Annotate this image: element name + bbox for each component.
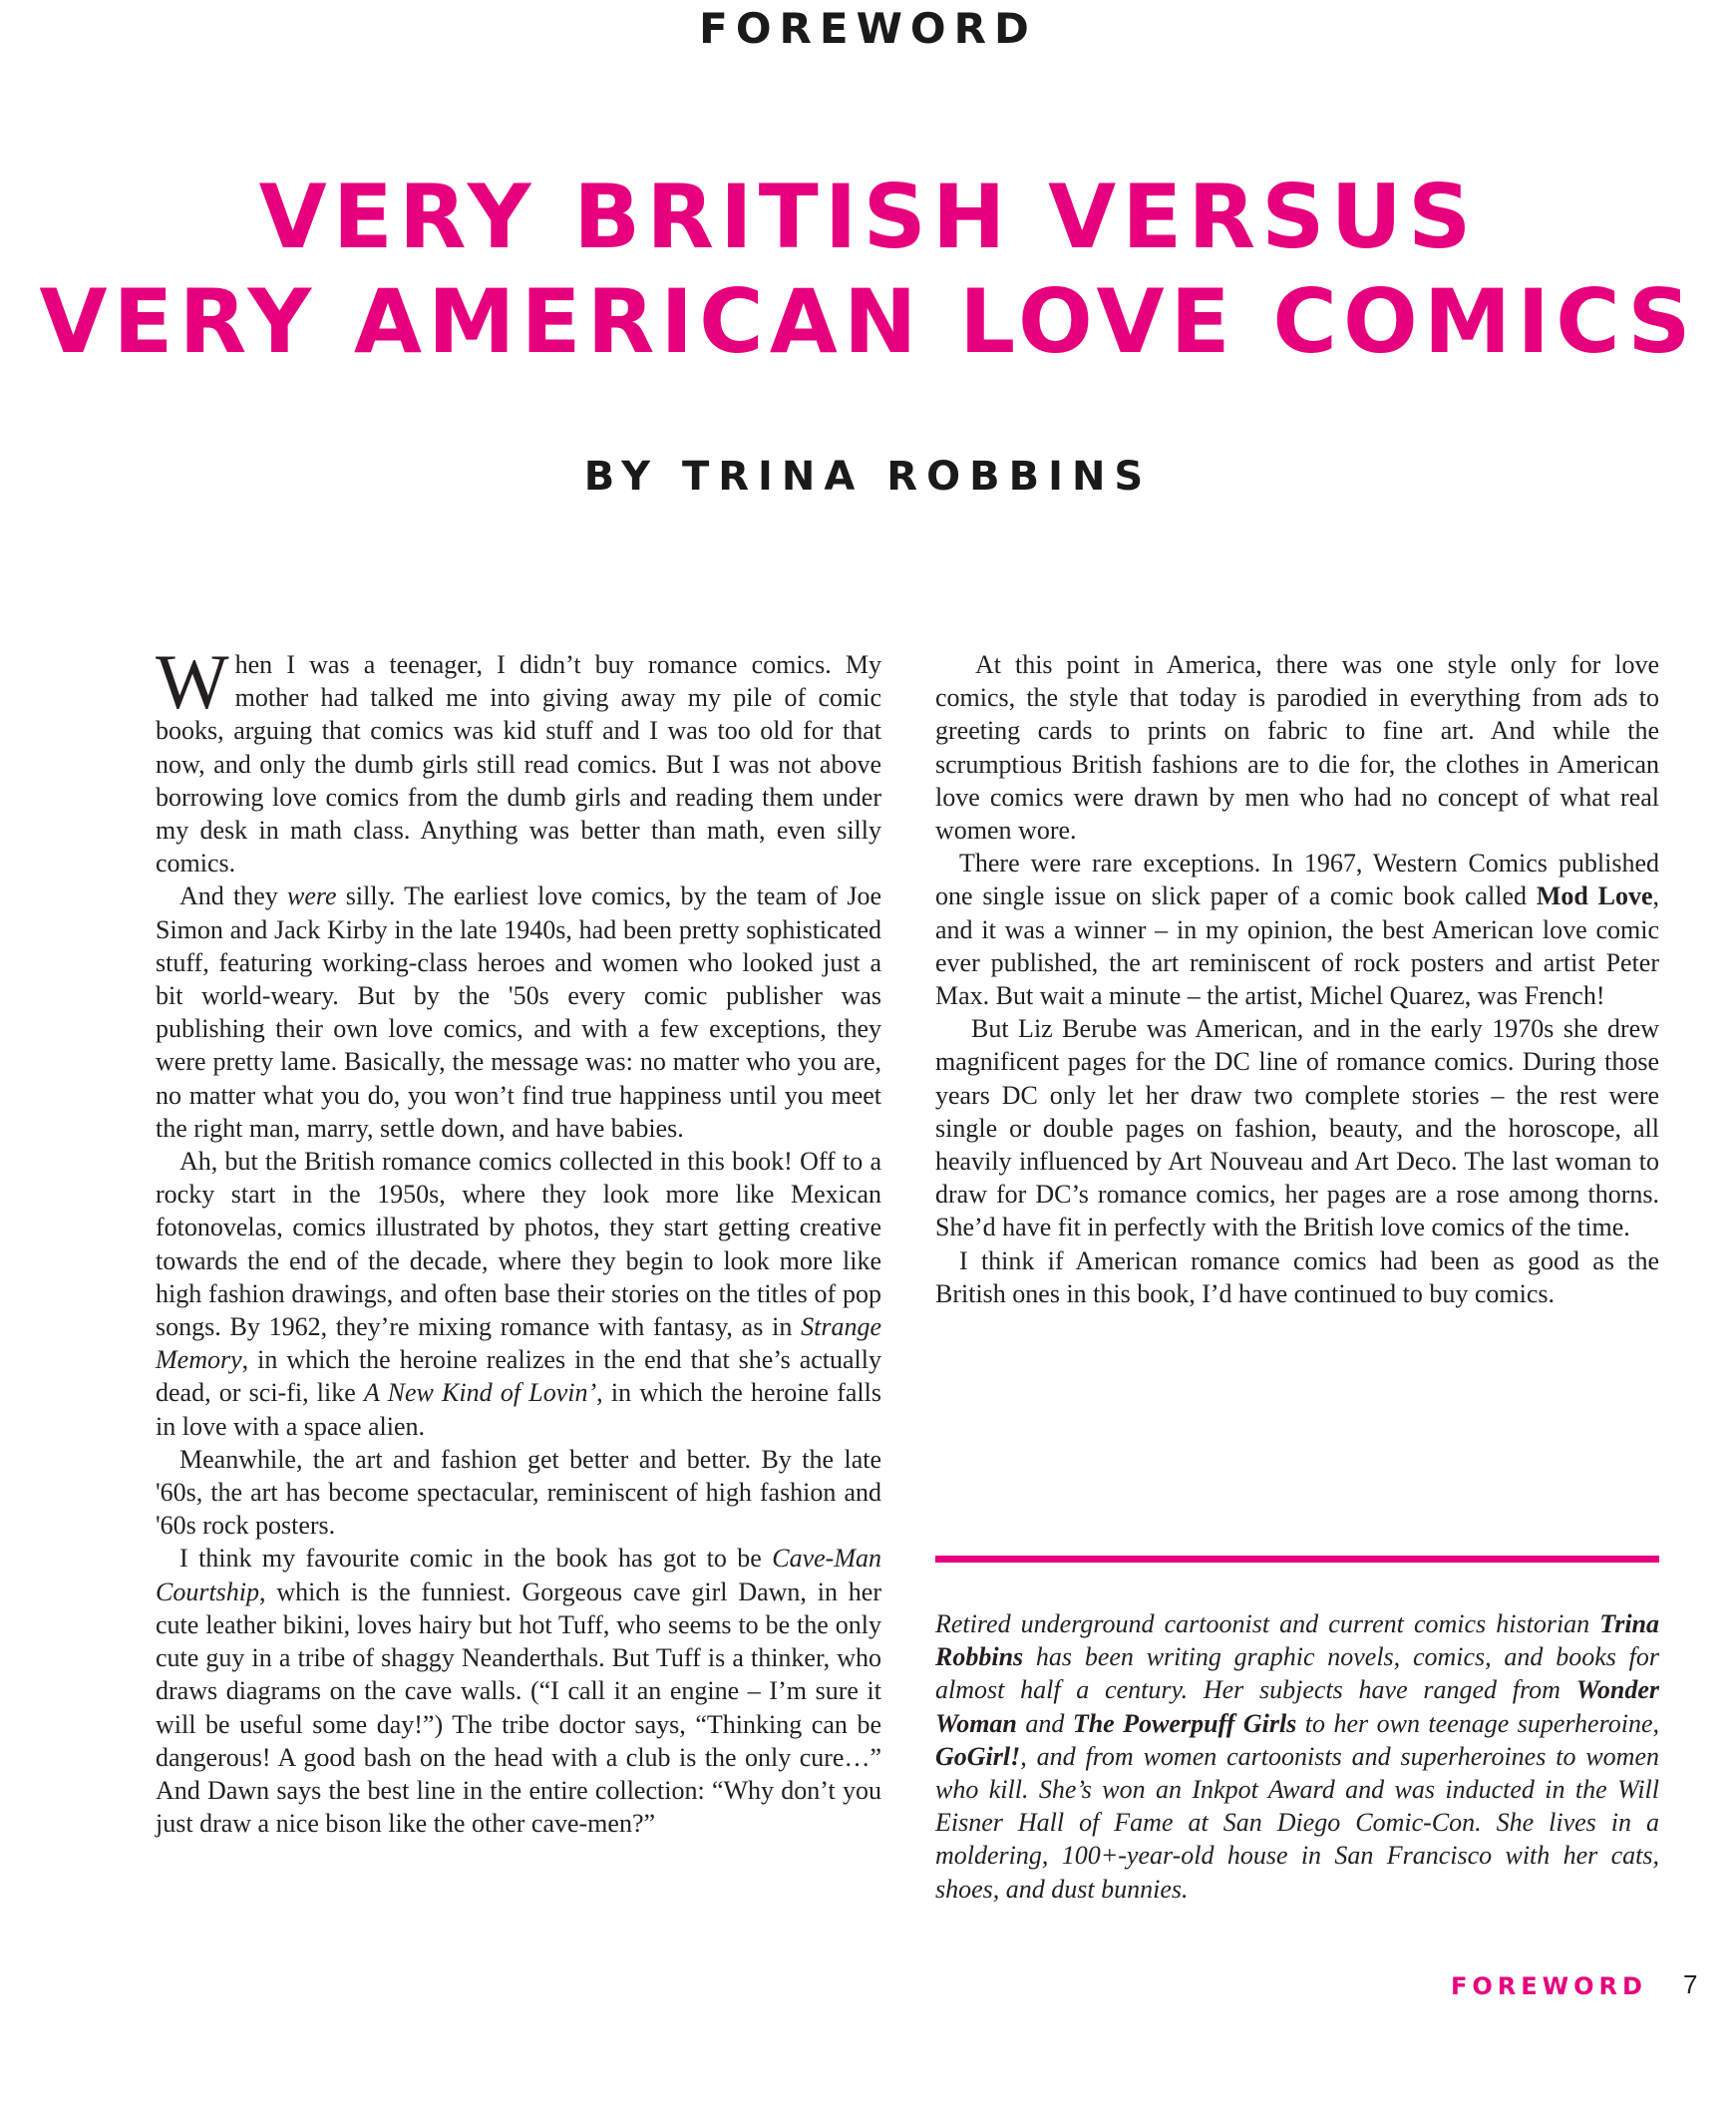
right-column (935, 648, 1659, 1310)
paragraph: And they were silly. The earliest love comics, by the team of Joe Simon and Jack Kirby in the late 1940s, had been pretty sophisticated stuff, featuring working-class heroes and women who looked just a bit world-weary. But by the '50s every comic publisher was publishing their own love comics, and with a few exceptions, they were pretty lame. Basically, the message was: no matter who you are, no matter what you do, you won’t find true happiness until you meet the right man, marry, settle down, and have babies. (156, 881, 881, 1143)
paragraph: I think if American romance comics had been as good as the British ones in this book, I’d have continued to buy comics. (935, 1245, 1659, 1308)
paragraph: When I was a teenager, I didn’t buy romance comics. My mother had talked me into giving away my pile of comic books, arguing that comics was kid stuff and I was too old for that now, and only the dumb girls still read comics. But I was not above borrowing love comics from the dumb girls and reading them under my desk in math class. Anything was better than math, even silly comics. (156, 638, 881, 878)
section-header: FOREWORD (699, 4, 1037, 53)
drop-cap: W (156, 638, 229, 725)
paragraph: At this point in America, there was one style only for love comics, the style that today is parodied in everything from ads to greeting cards to prints on fabric to fine art. And while the scrumptious British fashions are to die for, the clothes in American love comics were drawn by men who had no concept of what real women wore. (935, 650, 1659, 846)
title-line-2: VERY AMERICAN LOVE COMICS (39, 270, 1697, 373)
author-bio: Retired underground cartoonist and current comics historian Trina Robbins has been writing graphic novels, comics, and books for almost half a century. Her subjects have ranged from Wonder Woman and The Powerpuff Girls to her own teenage superheroine, GoGirl!, and from women cartoonists and superheroines to women who kill. She’s won an Inkpot Award and was inducted in the Will Eisner Hall of Fame at San Diego Comic-Con. She lives in a moldering, 100+-year-old house in San Francisco with her cats, shoes, and dust bunnies. (935, 1609, 1660, 1904)
paragraph: There were rare exceptions. In 1967, Western Comics published one single issue on slick paper of a comic book called Mod Love, and it was a winner – in my opinion, the best American love comic ever published, the art reminiscent of rock posters and artist Peter Max. But wait a minute – the artist, Michel Quarez, was French! (935, 849, 1659, 1011)
divider (935, 1556, 1659, 1563)
title-line-1: VERY BRITISH VERSUS (258, 166, 1478, 268)
paragraph: Meanwhile, the art and fashion get better and better. By the late '60s, the art has become spectacular, reminiscent of high fashion and '60s rock posters. (156, 1444, 881, 1541)
left-column (156, 638, 881, 1840)
paragraph: I think my favourite comic in the book has got to be Cave-Man Courtship, which is the funniest. Gorgeous cave girl Dawn, in her cute leather bikini, loves hairy but hot Tuff, who seems to be the only cute guy in a tribe of shaggy Neanderthals. But Tuff is a thinker, who draws diagrams on the cave walls. (“I call it an engine – I’m sure it will be useful some day!”) The tribe doctor says, “Thinking can be dangerous! A good bash on the head with a club is the only cure…” And Dawn says the best line in the entire collection: “Why don’t you just draw a nice bison like the other cave-men?” (156, 1544, 881, 1839)
paragraph: But Liz Berube was American, and in the early 1970s she drew magnificent pages for the DC line of romance comics. During those years DC only let her draw two complete stories – the rest were single or double pages on fashion, beauty, and the horoscope, all heavily influenced by Art Nouveau and Art Deco. The last woman to draw for DC’s romance comics, her pages are a rose among thorns. She’d have fit in perfectly with the British love comics of the time. (935, 1014, 1659, 1242)
article-title (0, 165, 1736, 374)
page-number: 7 (1683, 1969, 1698, 1999)
footer-section-label: FOREWORD (1451, 1972, 1647, 2000)
byline: BY TRINA ROBBINS (583, 454, 1153, 500)
paragraph: Ah, but the British romance comics collected in this book! Off to a rocky start in the 1950s, where they look more like Mexican fotonovelas, comics illustrated by photos, they start getting creative towards the end of the decade, where they begin to look more like high fashion drawings, and often base their stories on the titles of pop songs. By 1962, they’re mixing romance with fantasy, as in Strange Memory, in which the heroine realizes in the end that she’s actually dead, or sci-fi, like A New Kind of Lovin’, in which the heroine falls in love with a space alien. (156, 1147, 881, 1441)
